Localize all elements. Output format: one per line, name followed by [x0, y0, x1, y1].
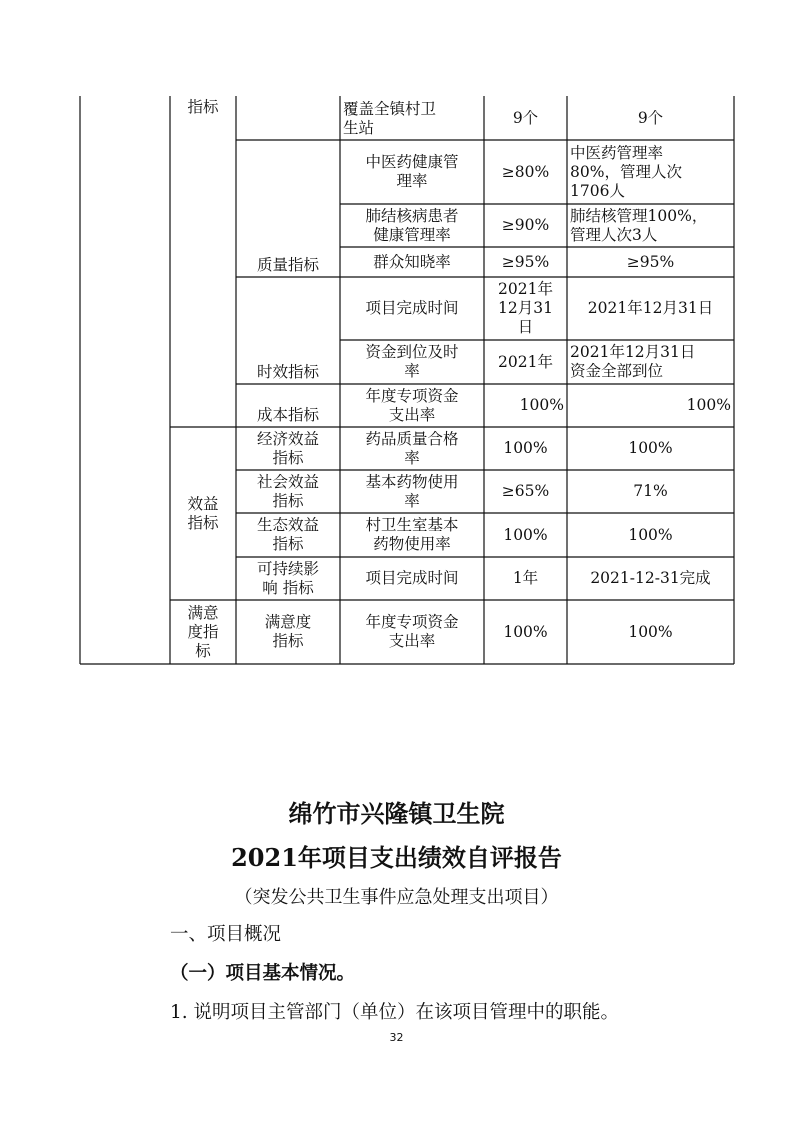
section-heading: 一、项目概况	[170, 924, 282, 945]
table-cell-actual: 100%	[628, 439, 673, 457]
table-cell-metric: 肺结核病患者 健康管理率	[365, 206, 459, 244]
table-cell-subcategory: 质量指标	[256, 256, 319, 274]
table-cell-metric: 中医药健康管 理率	[365, 153, 459, 190]
table-cell-target: 2021年	[498, 352, 553, 371]
table-cell-metric: 群众知晓率	[373, 252, 451, 271]
table-cell-subcategory: 经济效益 指标	[256, 429, 319, 467]
table-cell-metric: 药品质量合格 率	[365, 429, 459, 467]
table-cell-target: 2021年 12月31 日	[498, 280, 553, 336]
table-cell-metric: 资金到位及时 率	[365, 343, 459, 380]
table-cell-metric: 基本药物使用 率	[365, 472, 459, 510]
table-cell-target: 1年	[512, 569, 539, 587]
subsection-heading: （一）项目基本情况。	[170, 963, 356, 984]
page-number: 32	[389, 1031, 404, 1044]
table-cell-target: 100%	[519, 396, 564, 414]
table-cell-target: ≥65%	[501, 482, 550, 500]
table-cell-target: ≥95%	[501, 252, 550, 271]
table-cell-target: 100%	[503, 622, 548, 641]
table-cell-actual: 肺结核管理100%， 管理人次3人	[570, 206, 708, 244]
table-cell-target: ≥90%	[501, 216, 550, 234]
table-cell-metric: 项目完成时间	[365, 299, 459, 317]
table-cell-subcategory: 生态效益 指标	[256, 516, 319, 553]
table-cell-actual: 100%	[628, 525, 673, 544]
table-cell-actual: 2021-12-31完成	[590, 569, 711, 587]
table-cell-target: 100%	[503, 439, 548, 457]
table-cell-subcategory: 可持续影 响 指标	[256, 559, 319, 597]
table-cell-actual: 中医药管理率 80%，管理人次 1706人	[570, 143, 682, 200]
table-cell-metric: 覆盖全镇村卫 生站	[343, 99, 437, 137]
table-cell-target: ≥80%	[501, 162, 550, 181]
table-cell-metric: 年度专项资金 支出率	[365, 386, 459, 424]
table-cell-subcategory: 满意度 指标	[264, 613, 312, 650]
table-cell-actual: 2021年12月31日	[587, 299, 714, 317]
table-cell-metric: 村卫生室基本 药物使用率	[365, 516, 459, 553]
table-cell-metric: 年度专项资金 支出率	[365, 613, 459, 650]
table-cell-actual: 100%	[628, 622, 673, 641]
table-cell-actual: 71%	[633, 482, 668, 500]
report-title-line1: 绵竹市兴隆镇卫生院	[288, 799, 505, 828]
table-cell-actual: ≥95%	[626, 252, 675, 271]
table-cell-category-indicator: 指标	[187, 98, 219, 116]
table-cell-actual: 9个	[637, 109, 664, 127]
table-cell-subcategory: 社会效益 指标	[256, 472, 319, 510]
table-cell-target: 100%	[503, 525, 548, 544]
paragraph: 1. 说明项目主管部门（单位）在该项目管理中的职能。	[170, 1002, 620, 1023]
report-subtitle: （突发公共卫生事件应急处理支出项目）	[234, 887, 559, 908]
table-cell-subcategory: 成本指标	[256, 406, 319, 424]
table-cell-category-satisfaction: 满意 度指 标	[187, 603, 219, 660]
table-cell-target: 9个	[512, 109, 539, 127]
table-cell-category-benefit: 效益 指标	[187, 494, 219, 532]
table-cell-actual: 2021年12月31日 资金全部到位	[570, 343, 696, 380]
table-cell-subcategory: 时效指标	[256, 363, 319, 381]
table-cell-actual: 100%	[686, 396, 731, 414]
table-cell-metric: 项目完成时间	[365, 569, 459, 587]
report-title-line2: 2021年项目支出绩效自评报告	[231, 843, 562, 872]
